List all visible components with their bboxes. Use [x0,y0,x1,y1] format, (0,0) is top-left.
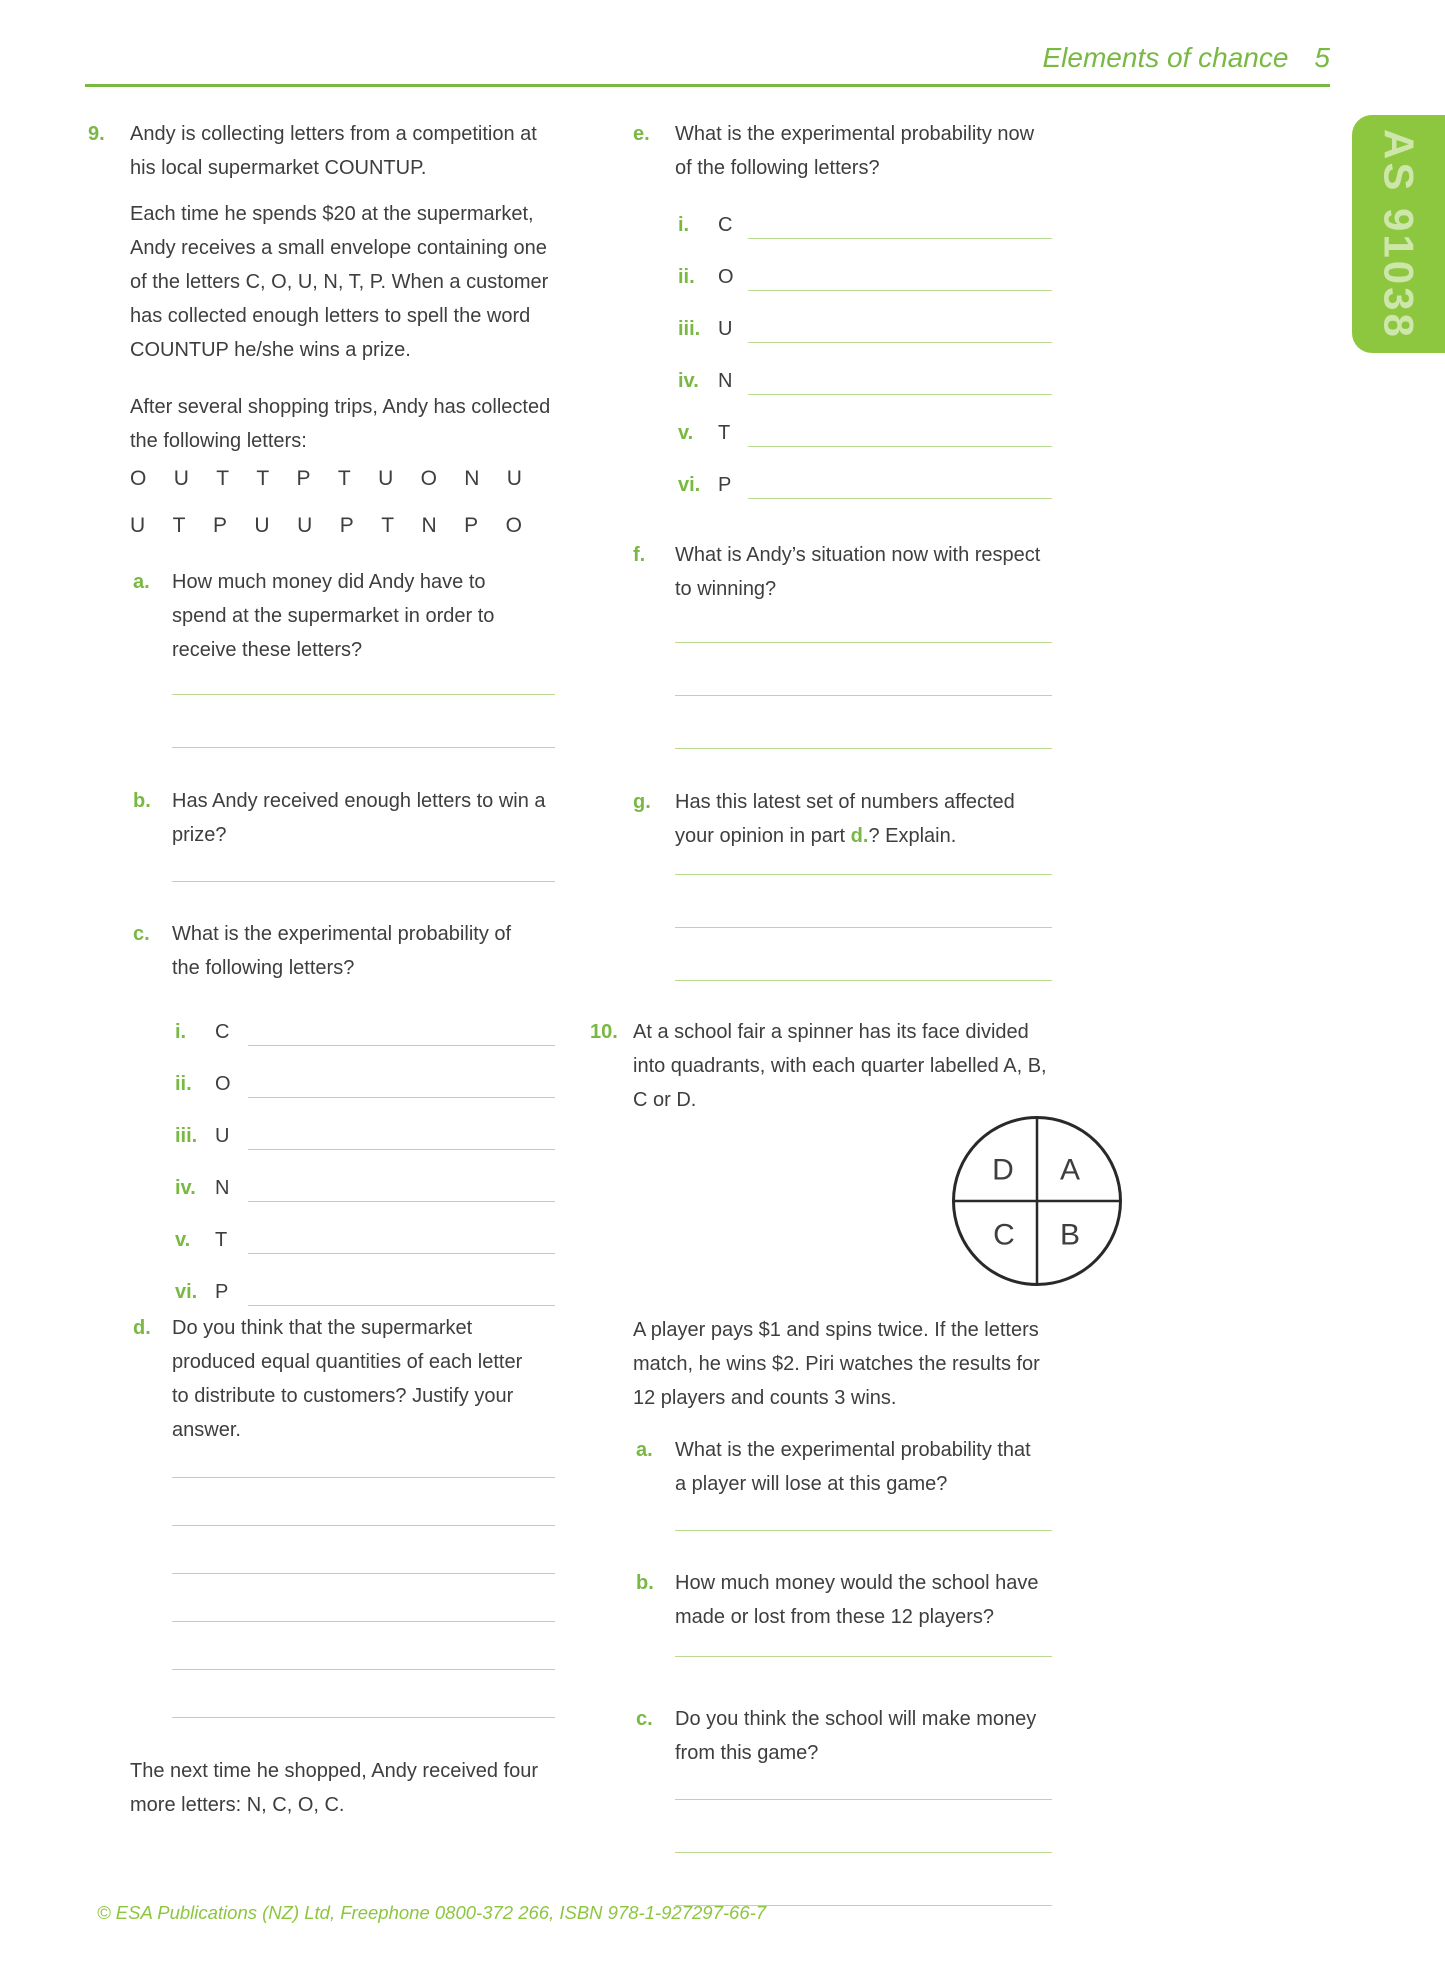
answer-line [248,1045,555,1046]
answer-line [172,1525,555,1526]
q9-intro-paragraph-1: Andy is collecting letters from a competition at his local supermarket COUNTUP. [130,123,537,179]
item-letter: U [215,1125,230,1147]
item-letter: N [215,1177,230,1199]
answer-line [675,1530,1052,1531]
page-header [85,42,1330,74]
left-column [88,117,555,1822]
item-letter: P [215,1281,229,1303]
answer-line [675,695,1052,696]
q9-part-f-label: f. [633,544,646,566]
roman-numeral: v. [678,422,694,444]
spinner-diagram [951,1115,1123,1287]
part-d-reference: d. [850,825,869,847]
answer-line [172,1573,555,1574]
q9-part-c [130,917,555,985]
quadrant-label-bottom-left: C [993,1218,1015,1252]
prob-item-row [130,1205,555,1257]
prob-item-row [130,997,555,1049]
copyright-footer: © ESA Publications (NZ) Ltd, Freephone 0800-372 266, ISBN 978-1-927297-66-7 [97,1902,767,1923]
answer-line [748,342,1052,343]
q9-part-a-text: How much money did Andy have to spend at the supermarket in order to receive these letters? [172,571,495,661]
q10-part-b-label: b. [636,1572,654,1594]
q9-part-f-text: What is Andy’s situation now with respect to winning? [675,544,1041,600]
q9-followup-note: The next time he shopped, Andy received four more letters: N, C, O, C. [130,1760,539,1816]
answer-line [172,1621,555,1622]
prob-item-row [590,398,1052,450]
answer-line [172,881,555,882]
answer-line [248,1149,555,1150]
q9-part-a [130,565,555,667]
collected-letters-row-2: U T P U U P T N P O [130,514,522,537]
prob-item-row [590,242,1052,294]
q9-part-b-label: b. [133,790,151,812]
q10-intro: At a school fair a spinner has its face divided into quadrants, with each quarter labelled A, B, C or D. [633,1021,1047,1111]
q9-part-c-letter-list [130,997,555,1309]
right-column [590,117,1081,1906]
q9-part-e-text: What is the experimental probability now of the following letters? [675,123,1035,179]
q9-part-e-label: e. [633,123,650,145]
answer-line [172,747,555,748]
q10-part-c-label: c. [636,1708,653,1730]
answer-line [675,1656,1052,1657]
roman-numeral: vi. [678,474,701,496]
q9-intro-paragraph-3: After several shopping trips, Andy has collected the following letters: [130,396,551,452]
item-letter: C [215,1021,230,1043]
answer-line [748,290,1052,291]
question-9-number: 9. [88,123,105,145]
answer-line [248,1253,555,1254]
q10-part-c-text: Do you think the school will make money from this game? [675,1708,1037,1764]
roman-numeral: iv. [175,1177,196,1199]
prob-item-row [130,1049,555,1101]
roman-numeral: ii. [175,1073,192,1095]
item-letter: C [718,214,733,236]
q9-part-g-label: g. [633,791,651,813]
answer-line [248,1097,555,1098]
answer-line [675,874,1052,875]
achievement-standard-tab [1352,115,1445,353]
prob-item-row [130,1153,555,1205]
question-10 [590,1015,1081,1906]
q9-part-b-text: Has Andy received enough letters to win a prize? [172,790,546,846]
q9-part-e [590,117,1052,185]
q10-part-a [633,1433,1052,1501]
answer-line [748,446,1052,447]
roman-numeral: iv. [678,370,699,392]
roman-numeral: v. [175,1229,191,1251]
item-letter: T [718,422,731,444]
answer-line [748,394,1052,395]
q9-part-f [590,538,1052,606]
item-letter: U [718,318,733,340]
q10-part-c [633,1702,1052,1770]
prob-item-row [590,294,1052,346]
question-9 [88,117,555,1822]
prob-item-row [130,1101,555,1153]
q10-game-description: A player pays $1 and spins twice. If the letters match, he wins $2. Piri watches the results for 12 players and counts 3 wins. [633,1319,1040,1409]
roman-numeral: vi. [175,1281,198,1303]
answer-line [675,980,1052,981]
q9-part-c-label: c. [133,923,150,945]
q9-part-c-text: What is the experimental probability of the following letters? [172,923,512,979]
prob-item-row [590,346,1052,398]
answer-line [172,1477,555,1478]
quadrant-label-bottom-right: B [1059,1218,1081,1252]
answer-line [172,1717,555,1718]
prob-item-row [590,450,1052,502]
roman-numeral: iii. [678,318,701,340]
answer-line [675,927,1052,928]
answer-line [748,498,1052,499]
item-letter: P [718,474,732,496]
question-9-body [130,117,555,1822]
answer-line [248,1305,555,1306]
answer-line [675,748,1052,749]
roman-numeral: ii. [678,266,695,288]
q10-part-b-text: How much money would the school have made or lost from these 12 players? [675,1572,1039,1628]
roman-numeral: i. [678,214,690,236]
header-rule [85,84,1330,87]
page-number: 5 [1314,42,1330,73]
chapter-title: Elements of chance [1042,42,1289,73]
answer-line [172,694,555,695]
item-letter: O [718,266,734,288]
q9-part-g-text: Has this latest set of numbers affected your opinion in part d.? Explain. [675,791,1015,847]
answer-line [675,642,1052,643]
q10-part-b [633,1566,1052,1634]
roman-numeral: i. [175,1021,187,1043]
prob-item-row [590,190,1052,242]
prob-item-row [130,1257,555,1309]
answer-line [172,1669,555,1670]
achievement-standard-label: AS 91038 [1375,128,1423,340]
item-letter: T [215,1229,228,1251]
q9-part-d-text: Do you think that the supermarket produced equal quantities of each letter to distribute to customers? Justify your answer. [172,1317,523,1441]
question-10-body [633,1015,1081,1906]
quadrant-label-top-left: D [992,1153,1014,1187]
q9-part-g [590,785,1052,853]
q9-part-a-label: a. [133,571,150,593]
answer-line [675,1799,1052,1800]
q9-intro-paragraph-2: Each time he spends $20 at the supermarket, Andy receives a small envelope containing one of the letters C, O, U, N, T, P. When a customer has collected enough letters to spell the word COUNTUP he/she wins a prize. [130,203,549,361]
answer-line [248,1201,555,1202]
roman-numeral: iii. [175,1125,198,1147]
answer-line [675,1852,1052,1853]
q10-part-a-text: What is the experimental probability that a player will lose at this game? [675,1439,1031,1495]
answer-line [748,238,1052,239]
item-letter: O [215,1073,231,1095]
q10-part-a-label: a. [636,1439,653,1461]
q9-part-d-label: d. [133,1317,151,1339]
item-letter: N [718,370,733,392]
quadrant-label-top-right: A [1059,1153,1081,1187]
q9-part-e-letter-list [590,190,1052,502]
q9-part-b [130,784,555,852]
question-10-number: 10. [590,1021,618,1043]
q9-part-d [130,1311,555,1447]
collected-letters-row-1: O U T T P T U O N U [130,467,522,490]
